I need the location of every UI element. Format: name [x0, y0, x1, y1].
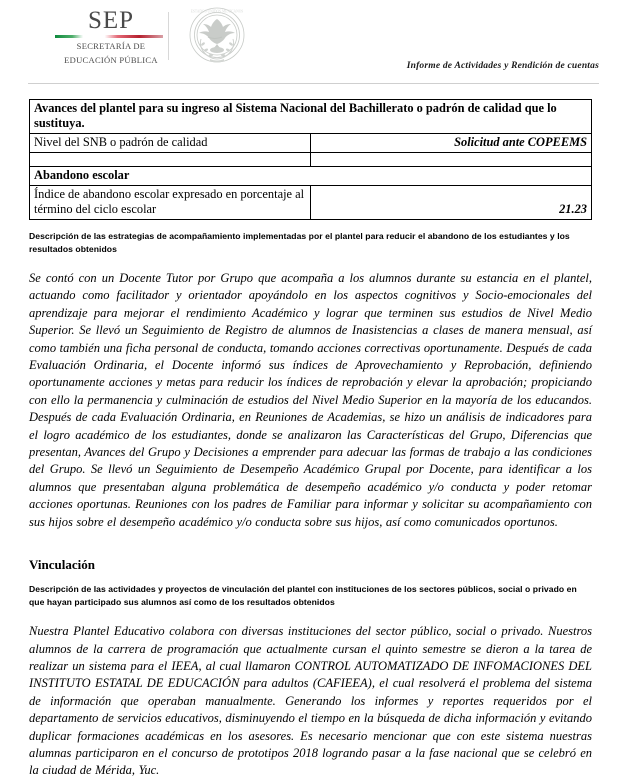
tricolor-rule — [55, 35, 163, 38]
svg-text:ESTADOS UNIDOS MEXICANOS: ESTADOS UNIDOS MEXICANOS — [190, 9, 244, 14]
vinculacion-description-body: Nuestra Plantel Educativo colabora con diversas instituciones del sector público, social o privado. Nuestros alumnos de la carrera de programación que actualmente cursan el quinto semestre se dieron a la tarea de realizar un sistema para el IEEA, al cual llamaron CONTROL AUTOMATIZADO DE INFOMACIONES DEL INSTITUTO ESTATAL DE EDUCACIÓN para adultos (CAFIEEA), el cual resolverá el problema del sistema de información que operaban manualmente. Generando los informes y reportes requeridos por el departamento de servicios educativos, disminuyendo el tiempo en la búsqueda de dicha información y evitando duplicar formaciones académicas en los asesores. Es necesario mencionar que con este sistema nuestras alumnas participaron en el concurso de prototipos 2018 logrando pasar a la fase nacional que se celebró en la ciudad de Mérida, Yuc. — [29, 624, 592, 778]
page-header — [0, 0, 621, 83]
table-label-indice-abandono: Índice de abandono escolar expresado en porcentaje al término del ciclo escolar — [30, 186, 311, 220]
header-vertical-divider — [168, 12, 169, 60]
vinculacion-description-heading: Descripción de las actividades y proyectos de vinculación del plantel con instituciones de los sectores públicos, social o privado en que hayan participado sus alumnos así como de los resultados obtenidos — [29, 584, 577, 607]
indicators-table — [29, 99, 592, 220]
header-report-title: Informe de Actividades y Rendición de cuentas — [406, 61, 599, 71]
abandono-description-body: Se contó con un Docente Tutor por Grupo que acompaña a los alumnos durante su estancia en el plantel, actuando como facilitador y orientador apoyándolo en los aspectos cognitivos y Socio-emocionales del aprendizaje para mejorar el rendimiento Académico y lograr que terminen sus estudios de Nivel Medio Superior. Se llevó un Seguimiento de Registro de alumnos de Inasistencias a clases de manera mensual, así como también una ficha personal de conducta, tomando acciones correctivas oportunamente. Después de cada Evaluación Ordinaria, el Docente informó sus índices de Aprovechamiento y Reprobación, definiendo oportunamente acciones y metas para reducir los índices de reprobación y elevar la aprobación; propiciando con ello la permanencia y culminación de estudios del Nivel Medio Superior en la mayoría de los educandos. Después de cada Evaluación Ordinaria, en Reuniones de Academias, se hizo un análisis de indicadores para el logro académico de los estudiantes, donde se analizaron las Características del Grupo, Diferencias que presentan, Avances del Grupo y Decisiones a emprender para adecuar las formas de trabajo a las condiciones del Grupo. Se llevó un Seguimiento de Desempeño Académico Grupal por Docente, para identificar a los alumnos que presentaban alguna problemática de desempeño académico y/o conducta y poder retomar acciones oportunas. Reuniones con los padres de Familiar para informar y solicitar su acompañamiento con sus hijos sobre el desempeño académico y/o conducta sobre sus hijos, así como comunicados oportunos. — [29, 271, 592, 529]
table-spacer-row — [30, 153, 592, 167]
table-value-indice-abandono: 21.23 — [311, 186, 592, 220]
page-body — [29, 99, 592, 780]
table-label-nivel-snb: Nivel del SNB o padrón de calidad — [30, 134, 311, 153]
header-horizontal-rule — [28, 83, 599, 84]
table-value-nivel-snb: Solicitud ante COPEEMS — [311, 134, 592, 153]
abandono-description-heading: Descripción de las estrategias de acompañamiento implementadas por el plantel para reducir el abandono de los estudiantes y los resultados obtenidos — [29, 231, 570, 254]
table-row — [30, 100, 592, 134]
table-section-title-snb: Avances del plantel para su ingreso al Sistema Nacional del Bachillerato o padrón de calidad que lo sustituya. — [30, 100, 592, 134]
sep-logo-subtitle-line1: SECRETARÍA DE — [76, 41, 146, 51]
table-section-title-abandono: Abandono escolar — [30, 167, 592, 186]
table-row — [30, 186, 592, 220]
sep-logo — [55, 8, 167, 66]
table-row — [30, 167, 592, 186]
vinculacion-section-title: Vinculación — [29, 557, 95, 573]
table-spacer-right — [311, 153, 592, 167]
table-row — [30, 134, 592, 153]
sep-logo-subtitle-line2: EDUCACIÓN PÚBLICA — [64, 55, 158, 65]
mexican-coat-of-arms-icon — [186, 6, 248, 66]
table-spacer-left — [30, 153, 311, 167]
sep-logo-wordmark: SEP — [87, 7, 135, 34]
